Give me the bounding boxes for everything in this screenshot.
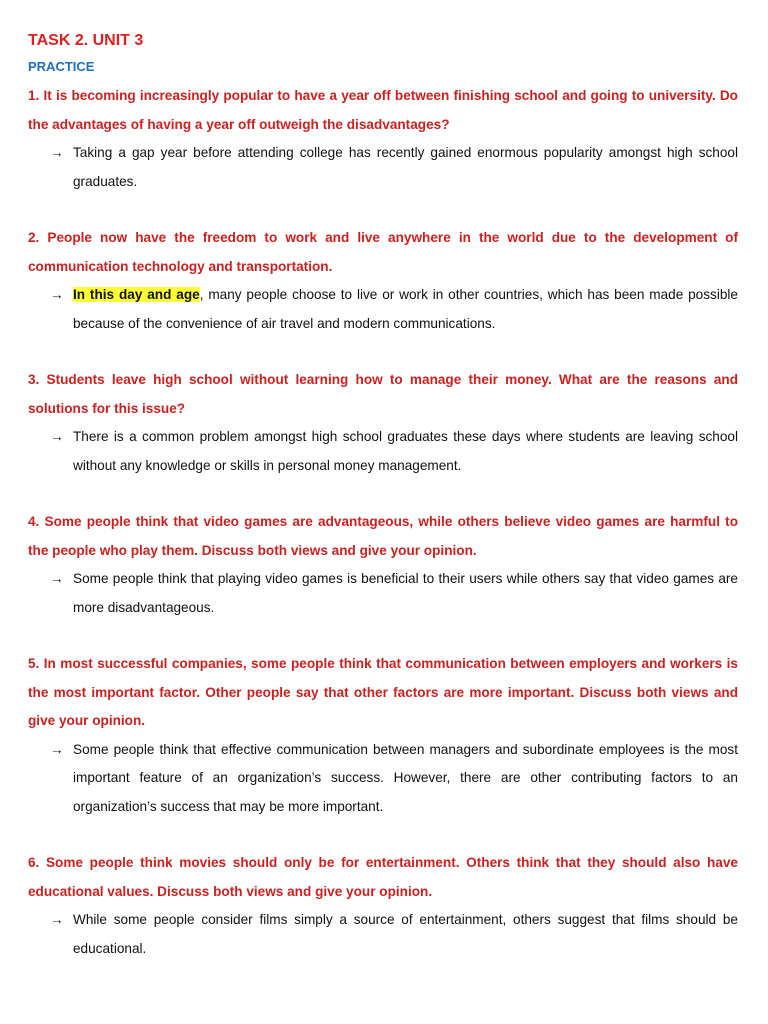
arrow-icon: →	[50, 145, 64, 160]
answer-text-rest: , many people choose to live or work in other countries, which has been made possible because of the convenience of air travel and modern communications.	[73, 287, 738, 331]
task-item-6	[28, 849, 738, 963]
task-item-1	[28, 82, 738, 196]
answer-text: There is a common problem amongst high school graduates these days where students are leaving school without any knowledge or skills in personal money management.	[73, 429, 738, 473]
answer-text	[73, 281, 738, 338]
question-text: 4. Some people think that video games are advantageous, while others believe video games are harmful to the people who play them. Discuss both views and give your opinion.	[28, 514, 738, 558]
question-text: 5. In most successful companies, some people think that communication between employers and workers is the most important factor. Other people say that other factors are more important. Discuss both views and give your opinion.	[28, 656, 738, 728]
answer-row	[28, 281, 738, 338]
arrow-icon: →	[50, 741, 64, 757]
arrow-icon: →	[50, 912, 64, 927]
answer-row	[28, 906, 738, 963]
answer-row	[28, 139, 738, 196]
answer-text: While some people consider films simply a source of entertainment, others suggest that films should be educational.	[73, 912, 738, 956]
document-title: TASK 2. UNIT 3	[28, 32, 144, 49]
answer-row	[28, 736, 738, 822]
answer-text: Taking a gap year before attending college has recently gained enormous popularity amongst high school graduates.	[73, 145, 738, 189]
answer-row	[28, 565, 738, 622]
arrow-icon: →	[50, 571, 64, 586]
task-item-4	[28, 508, 738, 622]
arrow-icon: →	[50, 429, 64, 444]
task-item-3	[28, 366, 738, 480]
question-text: 1. It is becoming increasingly popular to have a year off between finishing school and going to university. Do the advantages of having a year off outweigh the disadvantages?	[28, 88, 738, 132]
answer-text: Some people think that effective communication between managers and subordinate employees is the most important feature of an organization’s success. However, there are other contributing factors to an organization’s success that may be more important.	[73, 741, 738, 814]
answer-row	[28, 423, 738, 480]
section-heading: PRACTICE	[28, 59, 95, 74]
question-text: 6. Some people think movies should only be for entertainment. Others think that they should also have educational values. Discuss both views and give your opinion.	[28, 855, 738, 899]
answer-text: Some people think that playing video games is beneficial to their users while others say that video games are more disadvantageous.	[73, 571, 738, 615]
arrow-icon: →	[50, 287, 64, 302]
task-item-5	[28, 650, 738, 821]
question-text: 2. People now have the freedom to work and live anywhere in the world due to the development of communication technology and transportation.	[28, 230, 738, 274]
highlighted-phrase: In this day and age	[73, 287, 200, 302]
question-text: 3. Students leave high school without learning how to manage their money. What are the reasons and solutions for this issue?	[28, 372, 738, 416]
task-item-2	[28, 224, 738, 338]
